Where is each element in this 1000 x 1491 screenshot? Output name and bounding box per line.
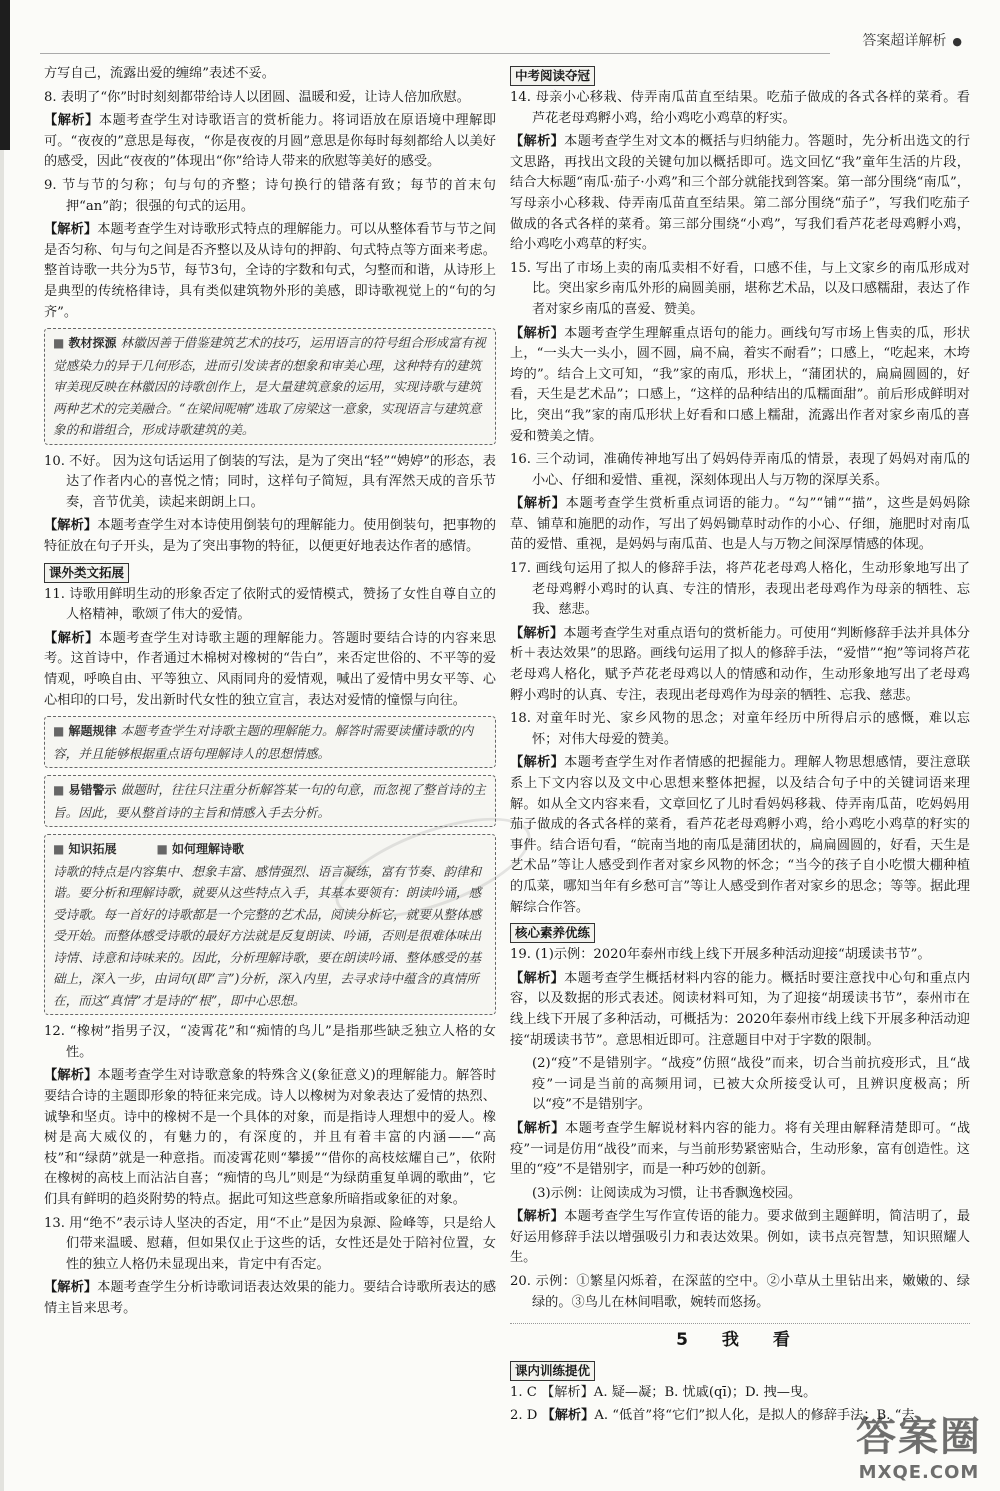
analysis-label: 【解析】 [44, 1280, 98, 1296]
answer-16: 16. 三个动词，准确传神地写出了妈妈侍弄南瓜的情景，表现了妈妈对南瓜的小心、仔细和爱惜、重视，深刻体现出人与万物的深厚关系。 [510, 452, 970, 488]
answer-9: 9. 节与节的匀称；句与句的齐整；诗句换行的错落有致；每节的首末句押“an”韵；很强的句式的运用。 [44, 177, 496, 214]
analysis-19-2: 【解析】本题考查学生解说材料内容的能力。将有关理由解释清楚即可。“战疫”一词是仿用“战役”而来，与当前形势紧密贴合，生动形象，富有创造性。这里的“疫”不是错别字，而是一种巧妙的创新。 [510, 1120, 971, 1178]
section-heading: 中考阅读夺冠 [510, 66, 595, 86]
answer-19-1: 19. (1)示例：2020年泰州市线上线下开展多种活动迎接“胡瑗读书节”。 [510, 947, 931, 963]
watermark-logo-text: 答案圈 [856, 1414, 982, 1460]
analysis-label: 【解析】 [44, 1068, 98, 1084]
page-edge-shadow [0, 150, 4, 1491]
answer-18: 18. 对童年时光、家乡风物的思念；对童年经历中所得启示的感慨，难以忘怀；对伟大母爱的赞美。 [510, 711, 970, 747]
analysis-label: 【解析】 [510, 625, 564, 641]
header-dot-icon: ● [952, 35, 962, 48]
analysis-13: 【解析】本题考查学生分析诗歌词语表达效果的能力。要结合诗歌所表达的感情主旨来思考。 [44, 1280, 497, 1316]
analysis-8: 【解析】本题考查学生对诗歌语言的赏析能力。将词语放在原语境中理解即可。“夜夜的”意思是每夜，“你是夜夜的月圆”意思是你每时每刻都给人以美好的感受，因此“夜夜的”体现出“你”给诗人带来的欣慰等美好的感受。 [44, 113, 497, 170]
section-heading: 课外类文拓展 [44, 563, 129, 583]
analysis-19-3: 【解析】本题考查学生写作宣传语的能力。要求做到主题鲜明，简洁明了，最好运用修辞手法以增强吸引力和表达效果。例如，读书点亮智慧，知识照耀人生。 [510, 1209, 971, 1266]
tip-tag: ■ 易错警示 [53, 783, 117, 797]
answer-2: 2. D 【解析】A. “低首”将“它们”拟人化，是拟人的修辞手法；B. “去 [510, 1408, 915, 1424]
analysis-label: 【解析】 [510, 1120, 565, 1136]
analysis-12: 【解析】本题考查学生对诗歌意象的特殊含义(象征意义)的理解能力。解答时要结合诗的主题即形象的特征来完成。诗人以橡树为对象表达了爱情的热烈、诚挚和坚贞。诗中的橡树不是一个具体的对象，而是指诗人理想中的爱人。橡树是高大威仪的，有魅力的，有深度的，并且有着丰富的内涵——“高枝”和“绿荫”就是一种意指。而凌霄花则“攀援”“借你的高枝炫耀自己”，依附在橡树的高枝上而沾沾自喜；“痴情的鸟儿”则是“为绿荫重复单调的歌曲”，它们具有鲜明的趋炎附势的特点。据此可知这些意象所暗指或象征的对象。 [44, 1068, 497, 1207]
chapter-title: 5 我 看 [510, 1323, 970, 1351]
analysis-14: 【解析】本题考查学生对文本的概括与归纳能力。答题时，先分析出选文的行文思路，再找出文段的关键句加以概括即可。选文回忆“我”童年生活的片段，结合大标题“南瓜·茄子·小鸡”和三个部分就能找到答案。第一部分围绕“南瓜”，写母亲小心移栽、侍弄南瓜苗直至结果。第二部分围绕“茄子”，写我们吃茄子做成的各式各样的菜肴。第三部分围绕“小鸡”，写我们看芦花老母鸡孵小鸡，给小鸡吃小鸡草的籽实。 [510, 134, 971, 253]
tip-tag: ■ 解题规律 [53, 724, 117, 738]
analysis-label: 【解析】 [510, 496, 566, 512]
answer-13: 13. 用“绝不”表示诗人坚决的否定，用“不止”是因为泉源、险峰等，只是给人们带来温暖、慰藉，但如果仅止于这些的话，女性还是处于陪衬位置，女性的独立人格仍未显现出来，肯定中有否定。 [44, 1215, 496, 1272]
analysis-label: 【解析】 [510, 134, 565, 150]
analysis-label: 【解析】 [44, 518, 98, 534]
left-column [44, 64, 496, 1322]
answer-20: 20. 示例：①繁星闪烁着，在深蓝的空中。②小草从土里钻出来，嫩嫩的、绿绿的。③鸟儿在林间唱歌，婉转而悠扬。 [510, 1274, 970, 1310]
analysis-label: 【解析】 [44, 222, 98, 238]
watermark-url: MXQE.COM [858, 1462, 980, 1483]
analysis-label: 【解析】 [510, 325, 565, 341]
tip-box-rule: ■ 解题规律 本题考查学生对诗歌主题的理解能力。解答时需要读懂诗歌的内容，并且能够根据重点语句理解诗人的思想情感。 [44, 716, 496, 768]
analysis-label: 【解析】 [510, 755, 565, 771]
analysis-10: 【解析】本题考查学生对本诗使用倒装句的理解能力。使用倒装句，把事物的特征放在句子开头，是为了突出事物的特征，以便更好地表达作者的感情。 [44, 518, 497, 554]
binding-edge [0, 0, 10, 150]
answer-10: 10. 不好。 因为这句话运用了倒装的写法，是为了突出“轻”“娉婷”的形态，表达了作者内心的喜悦之情；同时，这样句子简短，具有浑然天成的音乐节奏，音节优美，读起来朗朗上口。 [44, 453, 496, 510]
answer-15: 15. 写出了市场上卖的南瓜卖相不好看，口感不佳，与上文家乡的南瓜形成对比。突出家乡南瓜外形的扁圆美丽，堪称艺术品，以及口感糯甜，表达了作者对家乡南瓜的喜爱、赞美。 [510, 260, 970, 317]
right-column [510, 64, 970, 1430]
tip-tag: ■ 教材探源 [53, 336, 117, 350]
tip-box-warning: ■ 易错警示 做题时，往往只注重分析解答某一句的句意，而忽视了整首诗的主旨。因此，要从整首诗的主旨和情感入手去分析。 [44, 775, 496, 827]
analysis-label: 【解析】 [510, 1209, 565, 1225]
answer-14: 14. 母亲小心移栽、侍弄南瓜苗直至结果。吃茄子做成的各式各样的菜肴。看芦花老母鸡孵小鸡，给小鸡吃小鸡草的籽实。 [510, 90, 970, 126]
site-watermark [856, 1405, 982, 1483]
answer-19-3: (3)示例：让阅读成为习惯，让书香飘逸校园。 [532, 1185, 802, 1201]
answer-8: 8. 表明了“你”时时刻刻都带给诗人以团圆、温暖和爱，让诗人倍加欣慰。 [44, 89, 470, 105]
section-heading: 课内训练提优 [510, 1361, 595, 1381]
tip-title: ■ 如何理解诗歌 [157, 839, 245, 861]
page-header [862, 30, 962, 50]
analysis-18: 【解析】本题考查学生对作者情感的把握能力。理解人物思想感情，要注意联系上下文内容以及文中心思想来整体把握，以及结合句子中的关键词语来理解。如从全文内容来看，文章回忆了儿时看妈妈移栽、侍弄南瓜苗，吃妈妈用茄子做成的各式各样的菜肴，看芦花老母鸡孵小鸡，给小鸡吃小鸡草的籽实的事件。结合语句看，“皖南当地的南瓜是蒲团状的，扁扁圆圆的，好看，天生是艺术品”等让人感受到作者对家乡风物的怀念；“当今的孩子自小吃惯大棚种植的瓜菜，哪知当年有乡愁可言”等让人感受到作者对家乡的思念；等等。据此理解综合作答。 [510, 755, 971, 915]
answer-17: 17. 画线句运用了拟人的修辞手法，将芦花老母鸡人格化，生动形象地写出了老母鸡孵小鸡时的认真、专注的情形，表现出老母鸡作为母亲的牺牲、忘我、慈悲。 [510, 561, 970, 618]
answer-1: 1. C 【解析】A. 疑—凝；B. 忧戚(qī)；D. 拽—曳。 [510, 1384, 817, 1400]
answer-12: 12. “橡树”指男子汉，“凌霄花”和“痴情的鸟儿”是指那些缺乏独立人格的女性。 [44, 1024, 496, 1060]
analysis-19-1: 【解析】本题考查学生概括材料内容的能力。概括时要注意找中心句和重点内容，以及数据的形式表述。阅读材料可知，为了迎接“胡瑗读书节”，泰州市在线上线下开展了多种活动，可概括为：2020年泰州市线上线下开展多种活动迎接“胡瑗读书节”。意思相近即可。注意题目中对于字数的限制。 [510, 970, 971, 1048]
section-heading: 核心素养优练 [510, 923, 595, 943]
header-rule [40, 53, 830, 54]
analysis-11: 【解析】本题考查学生对诗歌主题的理解能力。答题时要结合诗的内容来思考。这首诗中，作者通过木棉树对橡树的“告白”，来否定世俗的、不平等的爱情观，呼唤自由、平等独立、风雨同舟的爱情观，喊出了爱情中男女平等、心心相印的口号，发出新时代女性的独立宣言，表达对爱情的憧憬与向往。 [44, 630, 497, 708]
analysis-16: 【解析】本题考查学生赏析重点词语的能力。“勾”“铺”“描”，这些是妈妈除草、铺草和施肥的动作，写出了妈妈锄草时动作的小心、仔细，施肥时对南瓜苗的爱惜、重视，是妈妈与南瓜苗、也是人与万物之间深厚情感的体现。 [510, 496, 971, 553]
analysis-label: 【解析】 [510, 970, 565, 986]
answer-11: 11. 诗歌用鲜明生动的形象否定了依附式的爱情模式，赞扬了女性自尊自立的人格精神，歌颂了伟大的爱情。 [44, 586, 496, 623]
analysis-label: 【解析】 [44, 630, 99, 646]
analysis-17: 【解析】本题考查学生对重点语句的赏析能力。可使用“判断修辞手法并具体分析＋表达效果”的思路。画线句运用了拟人的修辞手法，“爱惜”“抱”等词将芦花老母鸡人格化，赋予芦花老母鸡以人的情感和动作，生动形象地写出了老母鸡孵小鸡时的认真、专注，表现出老母鸡作为母亲的牺牲、忘我、慈悲。 [510, 625, 970, 703]
answer-line: 方写自己，流露出爱的缠绵”表述不妥。 [44, 66, 275, 81]
answer-19-2: (2)“疫”不是错别字。“战疫”仿照“战役”而来，切合当前抗疫形式，且“战疫”一词是当前的高频用词，已被大众所接受认可，且辨识度极高；所以“疫”不是错别字。 [532, 1056, 970, 1113]
analysis-15: 【解析】本题考查学生理解重点语句的能力。画线句写市场上售卖的瓜，形状上，“一头大一头小，圆不圆，扁不扁，着实不耐看”；口感上，“吃起来，木垮垮的”。结合上文可知，“我”家的南瓜，形状上，“蒲团状的，扁扁圆圆的，好看，天生是艺术品”；口感上，“这样的品种结出的瓜糯面甜”。前后形成鲜明对比，突出“我”家的南瓜形状上好看和口感上糯甜，流露出作者对家乡南瓜的喜爱和赞美之情。 [510, 325, 971, 444]
tip-box-textbook: ■ 教材探源 林徽因善于借鉴建筑艺术的技巧，运用语言的符号组合形成富有视觉感染力的异于几何形态，进而引发读者的想象和审美心理，这种特有的建筑审美现反映在林徽因的诗歌创作上，是大量建筑意象的运用，实现诗歌与建筑两种艺术的完美融合。“在梁间呢喃”选取了房梁这一意象，实现语言与建筑意象的和谐组合，形成诗歌建筑的美。 [44, 328, 496, 445]
tip-box-knowledge: ■ 知识拓展■ 如何理解诗歌 诗歌的特点是内容集中、想象丰富、感情强烈、语言凝练，富有节奏、韵律和谐。要分析和理解诗歌，就要从这些特点入手，其基本要领有：朗读吟诵，感受诗歌。每一首好的诗歌都是一个完整的艺术品，阅读分析它，就要从整体感受开始。而整体感受诗歌的最好方法就是反复朗读、吟诵，否则是很难体味出诗情、诗意和诗味来的。因此，分析理解诗歌，要在朗读吟诵、整体感受的基础上，深入一步，由词句(即“言”)分析，深入内里，去寻求诗中蕴含的真情所在，而这“真情”才是诗的“根”，即中心思想。 [44, 834, 496, 1015]
header-title: 答案超详解析 [862, 33, 947, 49]
tip-tag: ■ 知识拓展 [53, 842, 117, 856]
analysis-label: 【解析】 [44, 113, 99, 129]
analysis-9: 【解析】本题考查学生对诗歌形式特点的理解能力。可以从整体看节与节之间是否匀称、句与句之间是否齐整以及从诗句的押韵、句式特点等方面来考虑。整首诗歌一共分为5节，每节3句，全诗的字数和句式，匀整而和谐，从诗形上是典型的传统格律诗，具有类似建筑物外形的美感，即诗歌视觉上的“句的匀齐”。 [44, 222, 497, 320]
analysis-label: 【解析】 [541, 1408, 595, 1424]
